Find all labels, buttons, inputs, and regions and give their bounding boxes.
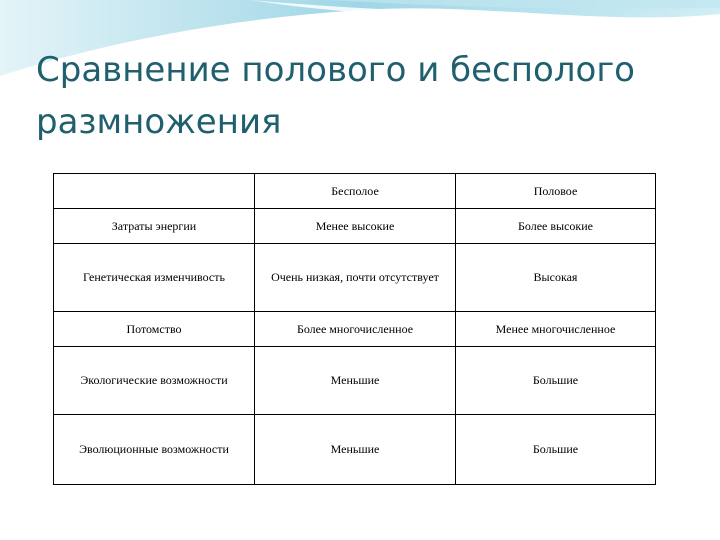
row-label: Экологические возможности [54,347,255,415]
header-cell-asexual: Бесполое [255,174,456,209]
header-cell-sexual: Половое [456,174,656,209]
table-row [54,312,656,347]
sexual-cell: Менее многочисленное [456,312,656,347]
asexual-cell: Очень низкая, почти отсутствует [255,244,456,312]
table-row [54,347,656,415]
asexual-cell: Меньшие [255,415,456,485]
table-header-row [54,174,656,209]
row-label: Затраты энергии [54,209,255,244]
row-label: Генетическая изменчивость [54,244,255,312]
page-title: Сравнение полового и бесполого размножения [36,50,635,142]
sexual-cell: Высокая [456,244,656,312]
comparison-table [53,173,656,485]
sexual-cell: Большие [456,347,656,415]
asexual-cell: Меньшие [255,347,456,415]
table-row [54,209,656,244]
sexual-cell: Более высокие [456,209,656,244]
table-row [54,415,656,485]
asexual-cell: Более многочисленное [255,312,456,347]
table-row [54,244,656,312]
sexual-cell: Большие [456,415,656,485]
row-label: Потомство [54,312,255,347]
header-cell-empty [54,174,255,209]
asexual-cell: Менее высокие [255,209,456,244]
row-label: Эволюционные возможности [54,415,255,485]
